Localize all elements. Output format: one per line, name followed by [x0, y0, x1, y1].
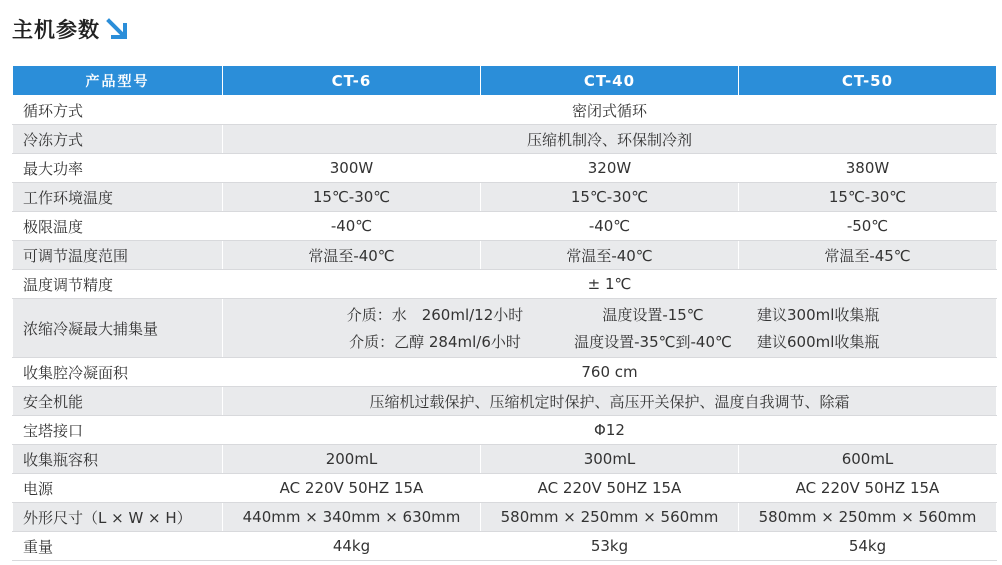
table-row — [13, 532, 997, 561]
column-header: CT-50 — [739, 66, 997, 96]
row-label: 电源 — [13, 474, 223, 503]
table-row — [13, 387, 997, 416]
table-row — [13, 445, 997, 474]
value-cell: 常温至-45℃ — [739, 241, 997, 270]
value-cell: 44kg — [223, 532, 481, 561]
merged-value-cell: Φ12 — [223, 416, 997, 445]
merged-value-cell: 760 cm — [223, 358, 997, 387]
section-title: 主机参数 — [12, 18, 100, 42]
table-row — [13, 125, 997, 154]
value-cell: 53kg — [481, 532, 739, 561]
merged-value-cell: 压缩机过载保护、压缩机定时保护、高压开关保护、温度自我调节、除霜 — [223, 387, 997, 416]
capture-line-part: 介质：乙醇 284ml/6小时 — [349, 333, 521, 351]
value-cell: 15℃-30℃ — [739, 183, 997, 212]
column-header: 产品型号 — [13, 66, 223, 96]
merged-value-cell: ± 1℃ — [223, 270, 997, 299]
row-label: 浓缩冷凝最大捕集量 — [13, 299, 223, 358]
value-cell: -40℃ — [481, 212, 739, 241]
value-cell: AC 220V 50HZ 15A — [739, 474, 997, 503]
capture-line-part: 温度设置-35℃到-40℃ — [574, 333, 732, 351]
row-label: 收集瓶容积 — [13, 445, 223, 474]
value-cell: 580mm × 250mm × 560mm — [739, 503, 997, 532]
capture-line — [223, 301, 996, 328]
value-cell: 54kg — [739, 532, 997, 561]
table-row — [13, 212, 997, 241]
merged-value-cell: 密闭式循环 — [223, 96, 997, 125]
row-label: 可调节温度范围 — [13, 241, 223, 270]
column-header: CT-6 — [223, 66, 481, 96]
capture-line-part: 温度设置-15℃ — [602, 306, 704, 324]
capture-line-part: 介质：水 260ml/12小时 — [346, 306, 524, 324]
capture-capacity-cell — [223, 299, 997, 358]
value-cell: AC 220V 50HZ 15A — [481, 474, 739, 503]
value-cell: -50℃ — [739, 212, 997, 241]
table-header-row — [13, 66, 997, 96]
value-cell: 300mL — [481, 445, 739, 474]
table-row — [13, 270, 997, 299]
merged-value-cell: 压缩机制冷、环保制冷剂 — [223, 125, 997, 154]
table-row — [13, 299, 997, 358]
row-label: 温度调节精度 — [13, 270, 223, 299]
row-label: 工作环境温度 — [13, 183, 223, 212]
row-label: 宝塔接口 — [13, 416, 223, 445]
table-row — [13, 96, 997, 125]
row-label: 外形尺寸（L × W × H） — [13, 503, 223, 532]
value-cell: 300W — [223, 154, 481, 183]
row-label: 收集腔冷凝面积 — [13, 358, 223, 387]
value-cell: 15℃-30℃ — [223, 183, 481, 212]
value-cell: 常温至-40℃ — [223, 241, 481, 270]
row-label: 循环方式 — [13, 96, 223, 125]
table-row — [13, 241, 997, 270]
table-row — [13, 503, 997, 532]
value-cell: 15℃-30℃ — [481, 183, 739, 212]
spec-table — [12, 66, 997, 561]
value-cell: 580mm × 250mm × 560mm — [481, 503, 739, 532]
value-cell: 600mL — [739, 445, 997, 474]
row-label: 重量 — [13, 532, 223, 561]
row-label: 极限温度 — [13, 212, 223, 241]
capture-line-part: 建议600ml收集瓶 — [757, 333, 880, 351]
row-label: 安全机能 — [13, 387, 223, 416]
capture-line-part: 建议300ml收集瓶 — [757, 306, 880, 324]
value-cell: 200mL — [223, 445, 481, 474]
section-header — [12, 14, 128, 44]
value-cell: AC 220V 50HZ 15A — [223, 474, 481, 503]
value-cell: 常温至-40℃ — [481, 241, 739, 270]
table-row — [13, 358, 997, 387]
value-cell: 320W — [481, 154, 739, 183]
row-label: 冷冻方式 — [13, 125, 223, 154]
value-cell: 440mm × 340mm × 630mm — [223, 503, 481, 532]
row-label: 最大功率 — [13, 154, 223, 183]
table-row — [13, 416, 997, 445]
table-row — [13, 154, 997, 183]
capture-line — [223, 328, 996, 355]
arrow-down-right-icon — [106, 18, 128, 40]
value-cell: -40℃ — [223, 212, 481, 241]
table-row — [13, 183, 997, 212]
value-cell: 380W — [739, 154, 997, 183]
table-row — [13, 474, 997, 503]
column-header: CT-40 — [481, 66, 739, 96]
